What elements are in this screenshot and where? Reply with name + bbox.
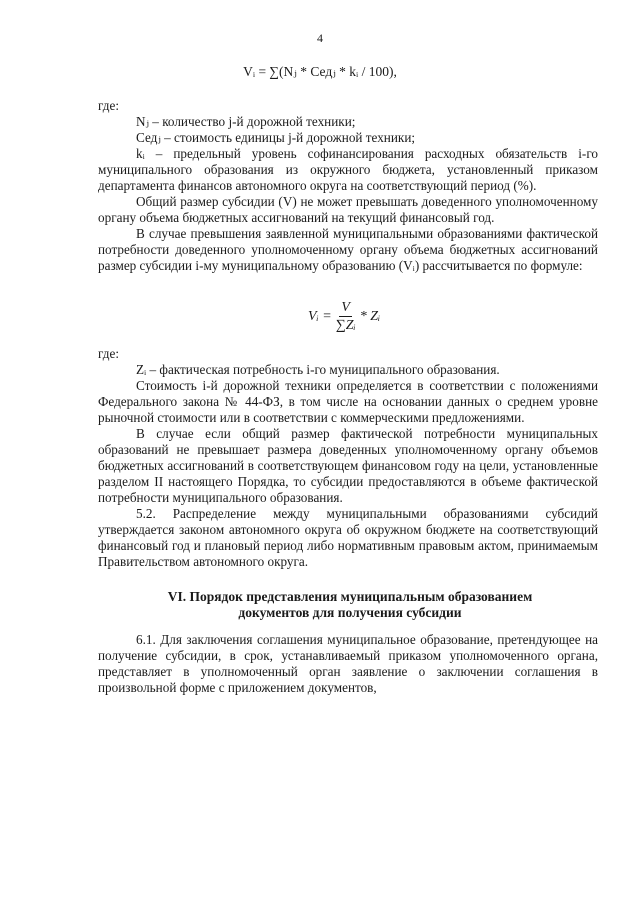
section-6-block xyxy=(98,632,598,696)
paragraph-total-subsidy: Общий размер субсидии (V) не может превышать доведенного уполномоченному органу объема бюджетных ассигнований на текущий финансовый год. xyxy=(98,194,598,225)
paragraph-excess-demand: В случае превышения заявленной муниципальными образованиями фактической потребности доведенного уполномоченному органу объема бюджетных ассигнований размер субсидии i-му муниципальному образованию (Vᵢ) рассчитывается по формуле: xyxy=(98,226,598,273)
where-label: где: xyxy=(98,98,119,113)
paragraph-5-2: 5.2. Распределение между муниципальными образованиями субсидий утверждается законом автономного округа об окружном бюджете на соответствующий финансовый год и плановый период либо нормативным правовым актом, принимаемым Правительством автономного округа. xyxy=(98,506,598,569)
paragraph-if-not-exceed: В случае если общий размер фактической потребности муниципальных образований не превышает размера доведенных уполномоченному органу объемов бюджетных ассигнований в соответствующем финансовом году на цели, установленные разделом II настоящего Порядка, то субсидии предоставляются в объеме фактической потребности муниципального образования. xyxy=(98,426,598,505)
section-heading: VI. Порядок представления муниципальным образованием документов для получения субсидии xyxy=(167,589,533,620)
formula-rhs: * Zᵢ xyxy=(359,308,381,324)
page-number: 4 xyxy=(317,31,323,45)
subsidy-formula: Vᵢ = ∑(Nⱼ * Седⱼ * kᵢ / 100), xyxy=(243,64,397,79)
definition-z: Zᵢ – фактическая потребность i-го муниципального образования. xyxy=(136,362,500,377)
where-label-2: где: xyxy=(98,346,119,361)
formula-lhs: Vᵢ = xyxy=(308,308,332,324)
formula-fraction xyxy=(336,300,356,333)
definition-k: kᵢ – предельный уровень софинансирования расходных обязательств i-го муниципального образования из окружного бюджета, установленный приказом департамента финансов автономного округа на соответствующий период (%). xyxy=(98,146,598,193)
definition-n: Nⱼ – количество j-й дорожной техники; xyxy=(136,114,356,129)
paragraph-equipment-cost: Стоимость i-й дорожной техники определяется в соответствии с положениями Федерального закона № 44-ФЗ, в том числе на основании данных о среднем уровне рыночной стоимости или в соответствии с коммерческими предложениями. xyxy=(98,378,598,425)
definitions-block-1 xyxy=(98,98,598,274)
formula-denominator: ∑Zᵢ xyxy=(335,318,356,333)
formula-numerator: V xyxy=(341,300,350,315)
definition-sed: Седⱼ – стоимость единицы j-й дорожной техники; xyxy=(136,130,416,145)
paragraph-6-1: 6.1. Для заключения соглашения муниципальное образование, претендующее на получение субсидии, в срок, устанавливаемый приказом уполномоченного органа, представляет в уполномоченный орган заявление о заключении соглашения в произвольной форме с приложением документов, xyxy=(98,632,598,695)
distribution-formula xyxy=(308,300,380,333)
definitions-block-2 xyxy=(98,346,598,570)
